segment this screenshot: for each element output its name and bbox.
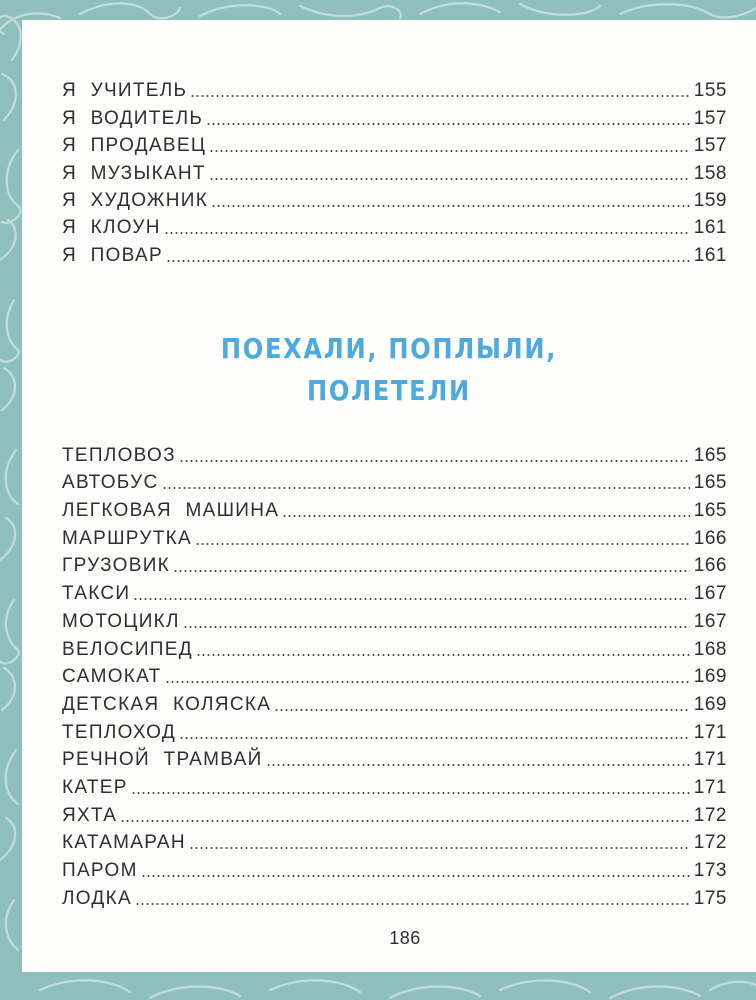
- page-number: 186: [389, 928, 421, 948]
- dot-leader: [190, 95, 689, 97]
- toc-entry: [62, 155, 727, 182]
- toc-entry-title: КАТЕР: [62, 776, 128, 798]
- toc-entry: [62, 659, 727, 687]
- toc-entry-page: 161: [693, 244, 727, 266]
- toc-entry-title: Я ПРОДАВЕЦ: [62, 135, 207, 157]
- section-heading-line-2: ПОЛЕТЕЛИ: [307, 374, 471, 407]
- toc-entry: [62, 237, 727, 264]
- toc-entry: [62, 852, 727, 880]
- toc-entry-title: ВЕЛОСИПЕД: [62, 638, 193, 660]
- toc-list-professions: [62, 73, 727, 265]
- dot-leader: [189, 847, 690, 849]
- toc-entry-title: МОТОЦИКЛ: [62, 610, 180, 632]
- toc-entry: [62, 631, 727, 659]
- toc-entry: [62, 520, 727, 548]
- toc-entry-title: Я ВОДИТЕЛЬ: [62, 107, 204, 129]
- toc-entry: [62, 100, 727, 127]
- toc-entry-title: КАТАМАРАН: [62, 832, 186, 854]
- dot-leader: [183, 626, 690, 628]
- toc-entry-page: 172: [693, 832, 727, 854]
- toc-list-transport: [62, 437, 727, 908]
- toc-entry-title: ТЕПЛОВОЗ: [62, 444, 176, 466]
- dot-leader: [166, 260, 690, 262]
- toc-entry-page: 155: [693, 80, 727, 102]
- toc-entry: [62, 183, 727, 210]
- toc-entry-page: 171: [693, 721, 727, 743]
- dot-leader: [211, 205, 690, 207]
- toc-entry-page: 166: [693, 527, 727, 549]
- dot-leader: [173, 570, 690, 572]
- toc-entry: [62, 548, 727, 576]
- toc-entry-page: 161: [693, 217, 727, 239]
- dot-leader: [135, 903, 690, 905]
- toc-entry-page: 159: [693, 189, 727, 211]
- toc-entry-page: 168: [693, 638, 727, 660]
- dot-leader: [120, 820, 690, 822]
- toc-entry: [62, 465, 727, 493]
- toc-entry-title: АВТОБУС: [62, 472, 159, 494]
- toc-entry-title: ЯХТА: [62, 804, 118, 826]
- toc-entry-page: 167: [693, 583, 727, 605]
- toc-entry-title: РЕЧНОЙ ТРАМВАЙ: [62, 749, 263, 771]
- toc-entry-page: 157: [693, 107, 727, 129]
- toc-entry-title: ТЕПЛОХОД: [62, 721, 176, 743]
- toc-entry-page: 166: [693, 555, 727, 577]
- section-heading: [73, 328, 704, 412]
- dot-leader: [141, 875, 690, 877]
- toc-entry-title: САМОКАТ: [62, 666, 162, 688]
- dot-leader: [206, 123, 690, 125]
- dot-leader: [209, 150, 690, 152]
- toc-entry: [62, 686, 727, 714]
- toc-entry: [62, 210, 727, 237]
- toc-entry-page: 172: [693, 804, 727, 826]
- dot-leader: [165, 681, 690, 683]
- toc-entry: [62, 880, 727, 908]
- toc-entry-title: Я ПОВАР: [62, 244, 163, 266]
- toc-entry-page: 167: [693, 610, 727, 632]
- toc-entry-title: ДЕТСКАЯ КОЛЯСКА: [62, 693, 272, 715]
- dot-leader: [162, 487, 690, 489]
- toc-entry-page: 165: [693, 472, 727, 494]
- toc-entry-title: МАРШРУТКА: [62, 527, 192, 549]
- dot-leader: [282, 515, 690, 517]
- toc-entry: [62, 437, 727, 465]
- toc-entry: [62, 73, 727, 100]
- dot-leader: [179, 460, 690, 462]
- toc-entry: [62, 603, 727, 631]
- dot-leader: [131, 792, 690, 794]
- dot-leader: [133, 598, 689, 600]
- toc-entry-title: Я УЧИТЕЛЬ: [62, 80, 188, 102]
- dot-leader: [164, 232, 690, 234]
- toc-entry-title: ЛЕГКОВАЯ МАШИНА: [62, 500, 280, 522]
- toc-entry-title: ГРУЗОВИК: [62, 555, 171, 577]
- dot-leader: [209, 178, 690, 180]
- toc-entry: [62, 128, 727, 155]
- toc-entry: [62, 769, 727, 797]
- toc-entry-page: 173: [693, 860, 727, 881]
- toc-entry-title: ТАКСИ: [62, 583, 131, 605]
- toc-entry-page: 165: [693, 500, 727, 522]
- toc-entry-page: 157: [693, 135, 727, 157]
- dot-leader: [274, 709, 690, 711]
- toc-entry: [62, 825, 727, 853]
- toc-entry-page: 169: [693, 666, 727, 688]
- toc-entry-page: 171: [693, 749, 727, 771]
- toc-entry: [62, 492, 727, 520]
- toc-entry: [62, 797, 727, 825]
- toc-entry: [62, 714, 727, 742]
- toc-entry-page: 175: [693, 887, 727, 909]
- toc-entry-page: 165: [693, 444, 727, 466]
- toc-entry-title: Я ХУДОЖНИК: [62, 189, 209, 211]
- dot-leader: [266, 764, 690, 766]
- toc-entry-page: 158: [693, 162, 727, 184]
- dot-leader: [179, 737, 690, 739]
- section-heading-line-1: ПОЕХАЛИ, ПОПЛЫЛИ,: [220, 332, 558, 365]
- toc-entry-title: ПАРОМ: [62, 860, 138, 881]
- dot-leader: [196, 654, 690, 656]
- toc-entry: [62, 575, 727, 603]
- toc-entry-title: Я КЛОУН: [62, 217, 161, 239]
- toc-entry-page: 169: [693, 693, 727, 715]
- book-page: [22, 20, 756, 972]
- toc-entry-title: ЛОДКА: [62, 887, 132, 909]
- toc-entry-page: 171: [693, 776, 727, 798]
- toc-entry-title: Я МУЗЫКАНТ: [62, 162, 206, 184]
- toc-entry: [62, 742, 727, 770]
- dot-leader: [195, 543, 690, 545]
